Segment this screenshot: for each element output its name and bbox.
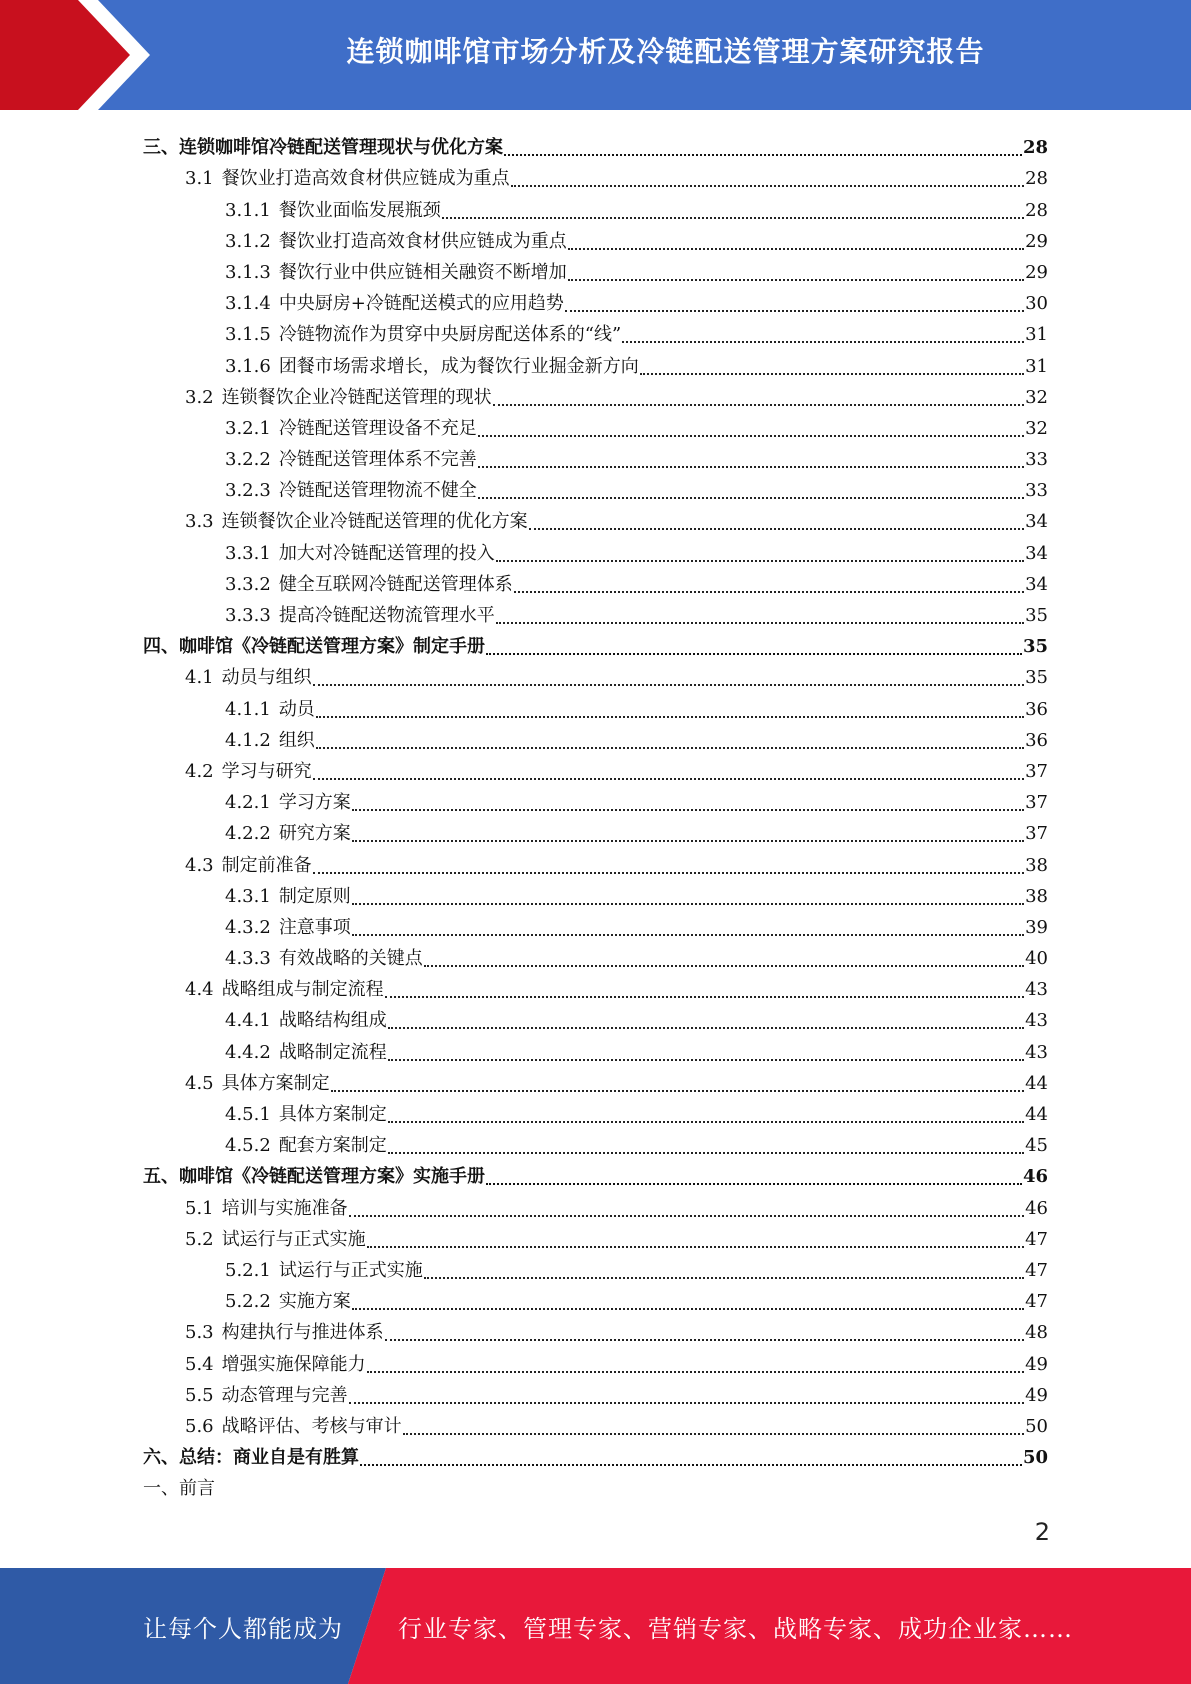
toc-entry-title: 战略评估、考核与审计 <box>221 1415 402 1437</box>
toc-entry-title: 动员与组织 <box>221 667 312 689</box>
toc-entry-page: 36 <box>1025 729 1048 751</box>
toc-entry-number: 4.3.3 <box>225 948 271 970</box>
toc-entry-number: 3.2.3 <box>225 480 271 502</box>
toc-dot-leader <box>640 356 1024 375</box>
toc-entry[interactable] <box>143 1407 1048 1438</box>
toc-entry-number: 4.1 <box>185 667 214 689</box>
toc-dot-leader <box>385 1322 1024 1341</box>
toc-entry[interactable] <box>143 222 1048 253</box>
toc-entry[interactable] <box>143 1251 1048 1282</box>
toc-entry[interactable] <box>143 409 1048 440</box>
toc-entry-page: 33 <box>1025 449 1048 471</box>
toc-dot-leader <box>313 761 1024 780</box>
toc-entry-number: 4.5.2 <box>225 1135 271 1157</box>
toc-dot-leader <box>313 667 1024 686</box>
toc-entry-title: 连锁餐饮企业冷链配送管理的现状 <box>221 386 492 408</box>
toc-entry-title: 研究方案 <box>278 823 351 845</box>
toc-dot-leader <box>478 418 1024 437</box>
toc-entry-page: 47 <box>1025 1259 1048 1281</box>
toc-entry-number: 4.2.1 <box>225 792 271 814</box>
toc-entry[interactable] <box>143 1032 1048 1063</box>
toc-entry-number: 5.2.2 <box>225 1291 271 1313</box>
toc-entry[interactable] <box>143 1001 1048 1032</box>
toc-entry[interactable] <box>143 253 1048 284</box>
toc-entry-title: 学习与研究 <box>221 760 312 782</box>
toc-entry-page: 31 <box>1025 355 1048 377</box>
toc-dot-leader <box>388 1010 1024 1029</box>
toc-entry-title: 配套方案制定 <box>278 1135 387 1157</box>
toc-entry-page: 28 <box>1025 168 1048 190</box>
toc-entry-page: 44 <box>1025 1072 1048 1094</box>
toc-entry-page: 34 <box>1025 542 1048 564</box>
toc-entry-number: 4.2.2 <box>225 823 271 845</box>
toc-entry[interactable] <box>143 939 1048 970</box>
toc-entry-title: 连锁餐饮企业冷链配送管理的优化方案 <box>221 511 528 533</box>
toc-entry-number: 4.5 <box>185 1072 214 1094</box>
toc-dot-leader <box>388 1135 1024 1154</box>
toc-entry[interactable] <box>143 970 1048 1001</box>
toc-dot-leader <box>486 1166 1022 1185</box>
toc-entry[interactable] <box>143 190 1048 221</box>
toc-dot-leader <box>514 574 1024 593</box>
toc-dot-leader <box>316 699 1024 718</box>
toc-dot-leader <box>568 262 1024 281</box>
toc-entry-number: 3.3 <box>185 511 214 533</box>
toc-dot-leader <box>478 480 1024 499</box>
toc-entry-title: 冷链配送管理体系不完善 <box>278 449 477 471</box>
toc-entry[interactable] <box>143 315 1048 346</box>
toc-entry-title: 餐饮业打造高效食材供应链成为重点 <box>221 168 510 190</box>
toc-entry-number: 六、 <box>143 1447 179 1469</box>
toc-entry-number: 4.4 <box>185 979 214 1001</box>
toc-entry[interactable] <box>143 596 1048 627</box>
toc-entry-title: 培训与实施准备 <box>221 1197 348 1219</box>
toc-entry-title: 加大对冷链配送管理的投入 <box>278 542 495 564</box>
toc-entry-number: 3.3.2 <box>225 573 271 595</box>
toc-entry-page: 47 <box>1025 1228 1048 1250</box>
toc-entry[interactable] <box>143 783 1048 814</box>
toc-entry-page: 33 <box>1025 480 1048 502</box>
toc-dot-leader <box>352 1291 1024 1310</box>
toc-entry-page: 49 <box>1025 1384 1048 1406</box>
toc-entry-number: 3.1.4 <box>225 293 271 315</box>
toc-entry[interactable] <box>143 658 1048 689</box>
toc-entry[interactable] <box>143 440 1048 471</box>
toc-entry-title: 总结：商业自是有胜算 <box>179 1447 359 1469</box>
toc-entry-page: 39 <box>1025 916 1048 938</box>
toc-entry-page: 43 <box>1025 1041 1048 1063</box>
toc-dot-leader <box>478 449 1024 468</box>
toc-dot-leader <box>360 1447 1022 1466</box>
toc-entry-page: 47 <box>1025 1291 1048 1313</box>
toc-entry-page: 45 <box>1025 1135 1048 1157</box>
toc-entry-number: 5.6 <box>185 1415 214 1437</box>
toc-entry-page: 34 <box>1025 511 1048 533</box>
toc-entry-number: 4.4.2 <box>225 1041 271 1063</box>
toc-dot-leader <box>352 792 1024 811</box>
toc-entry-number: 3.1.3 <box>225 261 271 283</box>
toc-entry-title: 试运行与正式实施 <box>278 1259 423 1281</box>
toc-dot-leader <box>424 948 1024 967</box>
toc-entry-title: 制定前准备 <box>221 854 312 876</box>
toc-entry-title: 试运行与正式实施 <box>221 1228 366 1250</box>
toc-entry[interactable] <box>143 1344 1048 1375</box>
toc-entry-number: 3.1.6 <box>225 355 271 377</box>
toc-entry-page: 43 <box>1025 979 1048 1001</box>
toc-entry-page: 35 <box>1025 667 1048 689</box>
toc-entry-page: 50 <box>1022 1447 1048 1469</box>
toc-dot-leader <box>385 979 1024 998</box>
toc-entry-number: 3.3.1 <box>225 542 271 564</box>
toc-entry[interactable] <box>143 627 1048 658</box>
toc-entry[interactable] <box>143 1157 1048 1188</box>
toc-entry-page: 29 <box>1025 261 1048 283</box>
toc-dot-leader <box>403 1416 1024 1435</box>
toc-entry[interactable] <box>143 1095 1048 1126</box>
toc-entry[interactable] <box>143 284 1048 315</box>
toc-entry-title: 咖啡馆《冷链配送管理方案》实施手册 <box>179 1166 485 1188</box>
toc-dot-leader <box>349 1385 1024 1404</box>
toc-entry[interactable] <box>143 721 1048 752</box>
toc-entry-title: 连锁咖啡馆冷链配送管理现状与优化方案 <box>179 137 503 159</box>
toc-entry-page: 32 <box>1025 417 1048 439</box>
toc-entry-number: 五、 <box>143 1166 179 1188</box>
toc-entry[interactable] <box>143 752 1048 783</box>
toc-entry-title: 动员 <box>278 698 315 720</box>
toc-entry-title: 团餐市场需求增长，成为餐饮行业掘金新方向 <box>278 355 639 377</box>
toc-entry[interactable] <box>143 1313 1048 1344</box>
toc-dot-leader <box>367 1229 1024 1248</box>
toc-dot-leader <box>493 387 1024 406</box>
toc-entry-title: 提高冷链配送物流管理水平 <box>278 605 495 626</box>
toc-entry-number: 3.1.1 <box>225 199 271 221</box>
toc-entry[interactable] <box>143 533 1048 564</box>
toc-entry[interactable] <box>143 1438 1048 1469</box>
header-band <box>0 0 1191 110</box>
toc-entry-page: 46 <box>1022 1166 1048 1188</box>
toc-dot-leader <box>496 605 1024 624</box>
toc-entry-page: 44 <box>1025 1104 1048 1125</box>
toc-entry-page: 30 <box>1025 293 1048 315</box>
toc-dot-leader <box>367 1354 1024 1373</box>
toc-dot-leader <box>529 511 1024 530</box>
toc-entry-number: 4.4.1 <box>225 1010 271 1032</box>
toc-entry-page: 49 <box>1025 1353 1048 1375</box>
toc-entry-number: 4.2 <box>185 760 214 782</box>
toc-entry-page: 43 <box>1025 1010 1048 1032</box>
toc-entry-number: 5.2.1 <box>225 1259 271 1281</box>
toc-entry-page: 48 <box>1025 1322 1048 1344</box>
toc-entry-number: 5.1 <box>185 1197 214 1219</box>
toc-entry-number: 3.1.5 <box>225 324 271 346</box>
toc-entry[interactable] <box>143 502 1048 533</box>
toc-entry[interactable] <box>143 159 1048 190</box>
toc-entry-page: 37 <box>1025 760 1048 782</box>
toc-entry-title: 战略制定流程 <box>278 1041 387 1063</box>
toc-entry-title: 动态管理与完善 <box>221 1384 348 1406</box>
toc-entry-title: 制定原则 <box>278 885 351 907</box>
toc-entry[interactable] <box>143 128 1048 159</box>
footer-slogan-left: 让每个人都能成为 <box>143 1614 343 1643</box>
toc-entry-title: 餐饮业打造高效食材供应链成为重点 <box>278 230 567 252</box>
toc-entry-number: 5.3 <box>185 1322 214 1344</box>
toc-entry-number: 3.2.1 <box>225 417 271 439</box>
toc-entry-title: 构建执行与推进体系 <box>221 1322 384 1344</box>
toc-dot-leader <box>442 200 1024 219</box>
toc-dot-leader <box>486 636 1022 655</box>
toc-entry[interactable] <box>143 1188 1048 1219</box>
toc-entry[interactable] <box>143 689 1048 720</box>
footer-slogan-right: 行业专家、管理专家、营销专家、战略专家、成功企业家…… <box>398 1614 1073 1643</box>
toc-entry-number: 3.2 <box>185 386 214 408</box>
toc-entry[interactable] <box>143 877 1048 908</box>
toc-dot-leader <box>622 324 1024 343</box>
toc-entry-number: 4.3.1 <box>225 885 271 907</box>
toc-entry-title: 战略组成与制定流程 <box>221 979 384 1001</box>
toc-dot-leader <box>313 855 1024 874</box>
toc-entry-title: 战略结构组成 <box>278 1010 387 1032</box>
toc-entry-title: 咖啡馆《冷链配送管理方案》制定手册 <box>179 636 485 658</box>
toc-entry[interactable] <box>143 378 1048 409</box>
toc-entry-page: 38 <box>1025 854 1048 876</box>
toc-entry-page: 32 <box>1025 386 1048 408</box>
toc-entry[interactable] <box>143 471 1048 502</box>
toc-dot-leader <box>331 1073 1024 1092</box>
toc-entry-title: 实施方案 <box>278 1291 351 1313</box>
toc-entry-page: 28 <box>1025 199 1048 221</box>
toc-entry-title: 冷链配送管理物流不健全 <box>278 480 477 502</box>
toc-entry-title: 餐饮业面临发展瓶颈 <box>278 199 441 221</box>
toc-entry-title: 注意事项 <box>278 916 351 938</box>
toc-entry-title: 前言 <box>179 1478 215 1500</box>
toc-entry-title: 具体方案制定 <box>278 1104 387 1125</box>
toc-entry[interactable] <box>143 1376 1048 1407</box>
toc-dot-leader <box>424 1260 1024 1279</box>
toc-entry[interactable] <box>143 1220 1048 1251</box>
toc-entry-number: 4.3.2 <box>225 916 271 938</box>
toc-entry-number: 3.1 <box>185 168 214 190</box>
toc-dot-leader <box>352 917 1024 936</box>
toc-entry-number: 4.3 <box>185 854 214 876</box>
toc-entry-number: 3.1.2 <box>225 230 271 252</box>
toc-dot-leader <box>388 1042 1024 1061</box>
toc-entry-number: 4.1.1 <box>225 698 271 720</box>
document-title: 连锁咖啡馆市场分析及冷链配送管理方案研究报告 <box>346 35 985 68</box>
toc-entry-title: 学习方案 <box>278 792 351 814</box>
toc-entry-page: 40 <box>1025 948 1048 970</box>
page-number: 2 <box>1034 1518 1050 1546</box>
toc-dot-leader <box>388 1104 1024 1123</box>
toc-entry-page: 35 <box>1022 636 1048 658</box>
toc-entry-page: 50 <box>1025 1415 1048 1437</box>
toc-entry[interactable] <box>143 908 1048 939</box>
toc-entry-title: 增强实施保障能力 <box>221 1353 366 1375</box>
toc-entry[interactable] <box>143 845 1048 876</box>
toc-entry-title: 中央厨房+冷链配送模式的应用趋势 <box>278 293 564 315</box>
toc-entry-number: 四、 <box>143 636 179 658</box>
toc-dot-leader <box>352 823 1024 842</box>
toc-entry-page: 29 <box>1025 230 1048 252</box>
toc-entry-number: 一、 <box>143 1478 179 1500</box>
toc-dot-leader <box>349 1198 1024 1217</box>
toc-entry[interactable] <box>143 814 1048 845</box>
toc-dot-leader <box>504 137 1022 156</box>
toc-entry-number: 5.2 <box>185 1228 214 1250</box>
toc-entry-number: 4.1.2 <box>225 729 271 751</box>
toc-dot-leader <box>316 730 1024 749</box>
toc-dot-leader <box>568 231 1024 250</box>
toc-entry-title: 组织 <box>278 729 315 751</box>
toc-entry[interactable] <box>143 346 1048 377</box>
toc-entry-title: 有效战略的关键点 <box>278 948 423 970</box>
toc-entry-number: 5.5 <box>185 1384 214 1406</box>
toc-dot-leader <box>565 293 1024 312</box>
toc-entry[interactable] <box>143 1282 1048 1313</box>
toc-entry-page: 28 <box>1022 137 1048 159</box>
footer-band <box>0 1568 1191 1684</box>
toc-entry-title: 具体方案制定 <box>221 1072 330 1094</box>
toc-dot-leader <box>511 168 1024 187</box>
toc-entry-page: 31 <box>1025 324 1048 346</box>
toc-entry-title: 冷链配送管理设备不充足 <box>278 417 477 439</box>
toc-entry-page: 38 <box>1025 885 1048 907</box>
toc-entry[interactable] <box>143 1126 1048 1157</box>
toc-entry-page: 34 <box>1025 573 1048 595</box>
toc-entry-number: 5.4 <box>185 1353 214 1375</box>
toc-entry-title: 餐饮行业中供应链相关融资不断增加 <box>278 261 567 283</box>
toc-entry-page: 36 <box>1025 698 1048 720</box>
toc-dot-leader <box>496 543 1024 562</box>
toc-entry-number: 3.3.3 <box>225 605 271 626</box>
toc-entry[interactable] <box>143 1064 1048 1095</box>
toc-entry[interactable] <box>143 1469 1048 1500</box>
toc-entry-page: 37 <box>1025 792 1048 814</box>
toc-entry-page: 35 <box>1025 605 1048 626</box>
toc-entry-number: 3.2.2 <box>225 449 271 471</box>
toc-entry-title: 健全互联网冷链配送管理体系 <box>278 573 513 595</box>
toc-entry-title: 冷链物流作为贯穿中央厨房配送体系的“线” <box>278 324 622 346</box>
toc-dot-leader <box>352 886 1024 905</box>
toc-entry[interactable] <box>143 565 1048 596</box>
toc-entry-page: 46 <box>1025 1197 1048 1219</box>
toc-entry-page: 37 <box>1025 823 1048 845</box>
table-of-contents <box>143 128 1048 1500</box>
toc-entry-number: 三、 <box>143 137 179 159</box>
toc-entry-number: 4.5.1 <box>225 1104 271 1125</box>
